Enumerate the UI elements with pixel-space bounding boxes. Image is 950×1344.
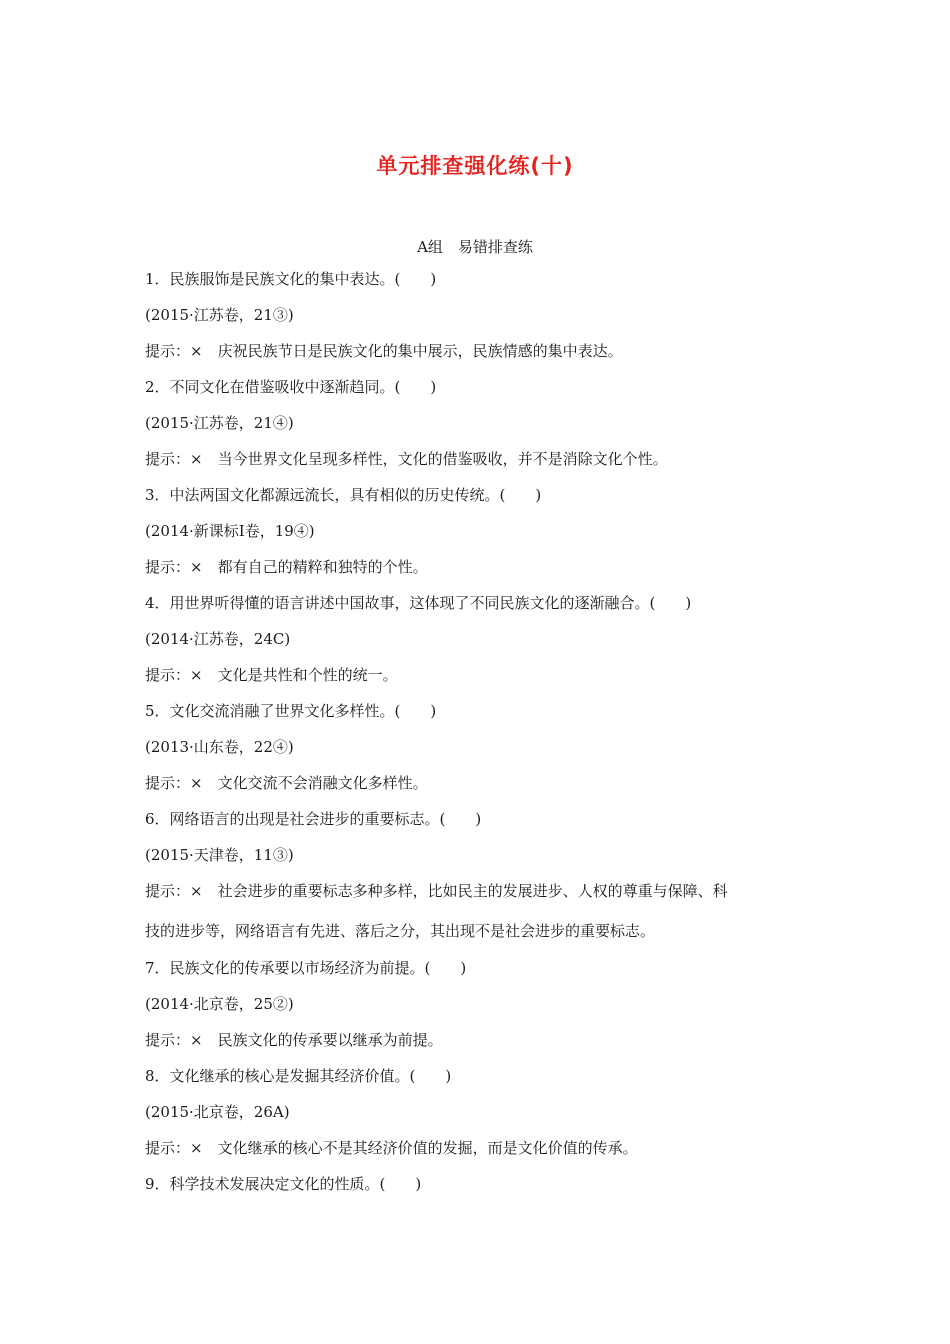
text-line: 6．网络语言的出现是社会进步的重要标志。( ) xyxy=(145,810,482,828)
text-line: 3．中法两国文化都源远流长，具有相似的历史传统。( ) xyxy=(145,486,542,504)
text-line: (2013·山东卷，22④) xyxy=(145,738,294,756)
text-line: 提示：× 庆祝民族节日是民族文化的集中展示，民族情感的集中表达。 xyxy=(145,342,623,360)
text-line: (2014·新课标Ⅰ卷，19④) xyxy=(145,522,315,540)
section-heading: A组 易错排查练 xyxy=(417,238,533,256)
text-line: 提示：× 文化交流不会消融文化多样性。 xyxy=(145,774,428,792)
text-line: 技的进步等，网络语言有先进、落后之分，其出现不是社会进步的重要标志。 xyxy=(145,922,656,940)
text-line: 提示：× 民族文化的传承要以继承为前提。 xyxy=(145,1031,443,1049)
text-line: 4．用世界听得懂的语言讲述中国故事，这体现了不同民族文化的逐渐融合。( ) xyxy=(145,594,692,612)
text-line: 提示：× 文化是共性和个性的统一。 xyxy=(145,666,398,684)
text-line: (2014·江苏卷，24C) xyxy=(145,630,291,648)
text-line: 8．文化继承的核心是发掘其经济价值。( ) xyxy=(145,1067,452,1085)
text-line: 1．民族服饰是民族文化的集中表达。( ) xyxy=(145,270,437,288)
text-line: (2015·江苏卷，21③) xyxy=(145,306,294,324)
text-line: 9．科学技术发展决定文化的性质。( ) xyxy=(145,1175,422,1193)
text-line: (2014·北京卷，25②) xyxy=(145,995,294,1013)
text-line: 5．文化交流消融了世界文化多样性。( ) xyxy=(145,702,437,720)
text-line: 7．民族文化的传承要以市场经济为前提。( ) xyxy=(145,959,467,977)
text-line: (2015·天津卷，11③) xyxy=(145,846,294,864)
text-line: (2015·江苏卷，21④) xyxy=(145,414,294,432)
text-line: 提示：× 文化继承的核心不是其经济价值的发掘，而是文化价值的传承。 xyxy=(145,1139,638,1157)
text-line: (2015·北京卷，26A) xyxy=(145,1103,290,1121)
text-line: 提示：× 都有自己的精粹和独特的个性。 xyxy=(145,558,428,576)
text-line: 提示：× 社会进步的重要标志多种多样，比如民主的发展进步、人权的尊重与保障、科 xyxy=(145,882,728,900)
text-line: 提示：× 当今世界文化呈现多样性，文化的借鉴吸收，并不是消除文化个性。 xyxy=(145,450,668,468)
text-line: 2．不同文化在借鉴吸收中逐渐趋同。( ) xyxy=(145,378,437,396)
page-title: 单元排查强化练(十) xyxy=(376,154,574,178)
